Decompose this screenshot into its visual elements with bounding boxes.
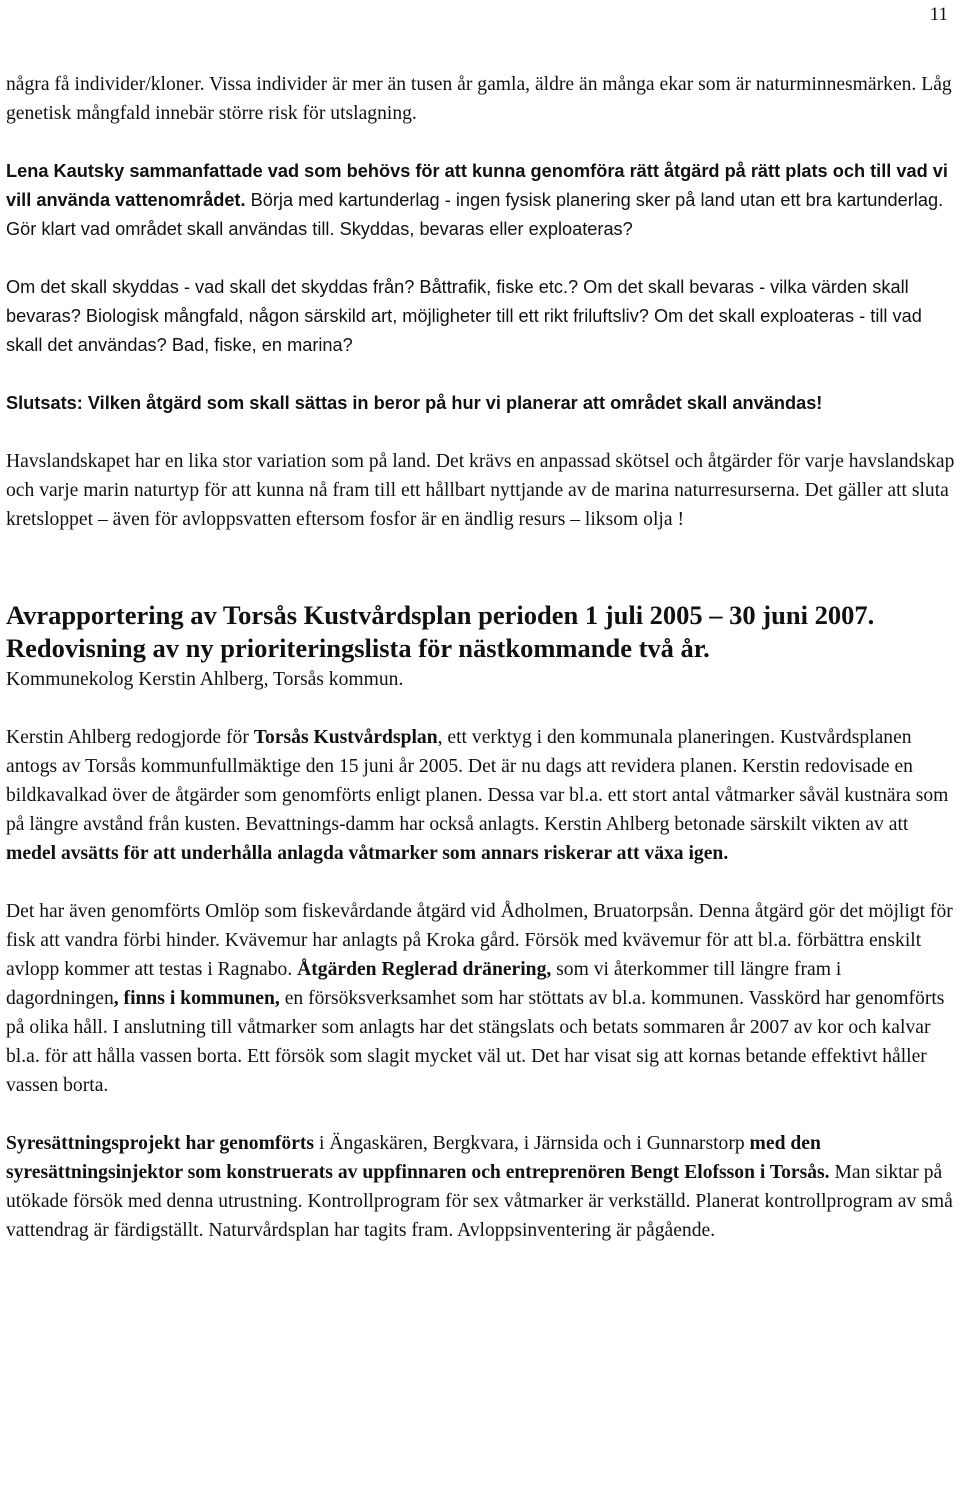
paragraph-questions: Om det skall skyddas - vad skall det skyddas från? Båttrafik, fiske etc.? Om det skall bevaras - vilka värden skall bevaras? Biologisk mångfald, någon särskild art, möjligheter till ett rikt friluftsliv? Om det skall exploateras - till vad skall det användas? Bad, fiske, en marina? [6,277,922,355]
p6-bold-d: medel avsätts för att underhålla anlagda våtmarker som annars riskerar att växa igen. [6,843,729,864]
paragraph-intro: några få individer/kloner. Vissa individer är mer än tusen år gamla, äldre än många ekar som är naturminnesmärken. Låg genetisk mångfald innebär större risk för utslagning. [6,74,952,124]
p8-bold-c: med den syresättningsinjektor som konstruerats av uppfinnaren och entreprenören Bengt Elofsson i Torsås. [6,1133,830,1183]
kautsky-summary-text: Börja med kartunderlag - ingen fysisk planering sker på land utan ett bra kartunderlag. Gör klart vad området skall användas till. Skyddas, bevaras eller exploateras? [6,190,944,239]
p8-text-b: i Ängaskären, Bergkvara, i Järnsida och i Gunnarstorp [314,1133,750,1154]
paragraph-oxygenation [6,1129,956,1245]
p8-text-d: Man siktar på utökade försök med denna utrustning. Kontrollprogram för sex våtmarker är verkställd. Planerat kontrollprogram av små vattendrag är färdigställt. Naturvårdsplan har tagits fram. Avloppsinventering är pågående. [6,1162,953,1241]
p7-bold-d: , finns i kommunen, [113,988,280,1009]
p6-text-c: , ett verktyg i den kommunala planeringen. Kustvårdsplanen antogs av Torsås kommunfullmäktige den 15 juni år 2005. Det är nu dags att revidera planen. Kerstin redovisade en bildkavalkad över de åtgärder som genomförts enligt planen. Dessa var bl.a. ett stort antal våtmarker såväl kustnära som på längre avstånd från kusten. Bevattnings-damm har också anlagts. Kerstin Ahlberg betonade särskilt vikten av att [6,727,949,835]
document-body [6,70,956,1245]
p6-bold-b: Torsås Kustvårdsplan [253,727,438,748]
p7-text-e: en försöksverksamhet som har stöttats av bl.a. kommunen. Vasskörd har genomförts på olika håll. I anslutning till våtmarker som anlagts har det stängslats och betats sommaren år 2007 av kor och kalvar bl.a. för att hålla vassen borta. Ett försök som slagit mycket väl ut. Det har visat sig att kornas betande effektivt håller vassen borta. [6,988,945,1096]
p7-bold-b: Åtgärden Reglerad dränering, [297,959,552,980]
page-number: 11 [929,4,948,25]
kautsky-summary-bold: Lena Kautsky sammanfattade vad som behövs för att kunna genomföra rätt åtgärd på rätt plats och till vad vi vill använda vattenområdet. [6,161,948,210]
byline: Kommunekolog Kerstin Ahlberg, Torsås kommun. [6,669,404,690]
p7-text-c: som vi återkommer till längre fram i dagordningen [6,959,842,1009]
p8-bold-a: Syresättningsprojekt har genomförts [6,1133,315,1154]
paragraph-measures [6,897,956,1100]
paragraph-kautsky [6,157,956,244]
paragraph-conclusion [6,389,956,418]
conclusion-bold: Slutsats: Vilken åtgärd som skall sättas in beror på hur vi planerar att området skall användas! [6,393,823,413]
p7-text-a: Det har även genomförts Omlöp som fiskevårdande åtgärd vid Ådholmen, Bruatorpsån. Denna åtgärd gör det möjligt för fisk att vandra förbi hinder. Kvävemur har anlagts på Kroka gård. Försök med kvävemur för att bl.a. förbättra enskilt avlopp kommer att testas i Ragnabo. [6,901,953,980]
section-heading: Avrapportering av Torsås Kustvårdsplan perioden 1 juli 2005 – 30 juni 2007. Redovisning av ny prioriteringslista för nästkommande två år. [6,600,875,663]
paragraph-seascape: Havslandskapet har en lika stor variation som på land. Det krävs en anpassad skötsel och åtgärder för varje havslandskap och varje marin naturtyp för att kunna nå fram till ett hållbart nyttjande av de marina naturresurserna. Det gäller att sluta kretsloppet – även för avloppsvatten eftersom fosfor är en ändlig resurs – liksom olja ! [6,451,955,530]
p6-text-a: Kerstin Ahlberg redogjorde för [6,727,254,748]
paragraph-kustvardsplan [6,723,956,868]
